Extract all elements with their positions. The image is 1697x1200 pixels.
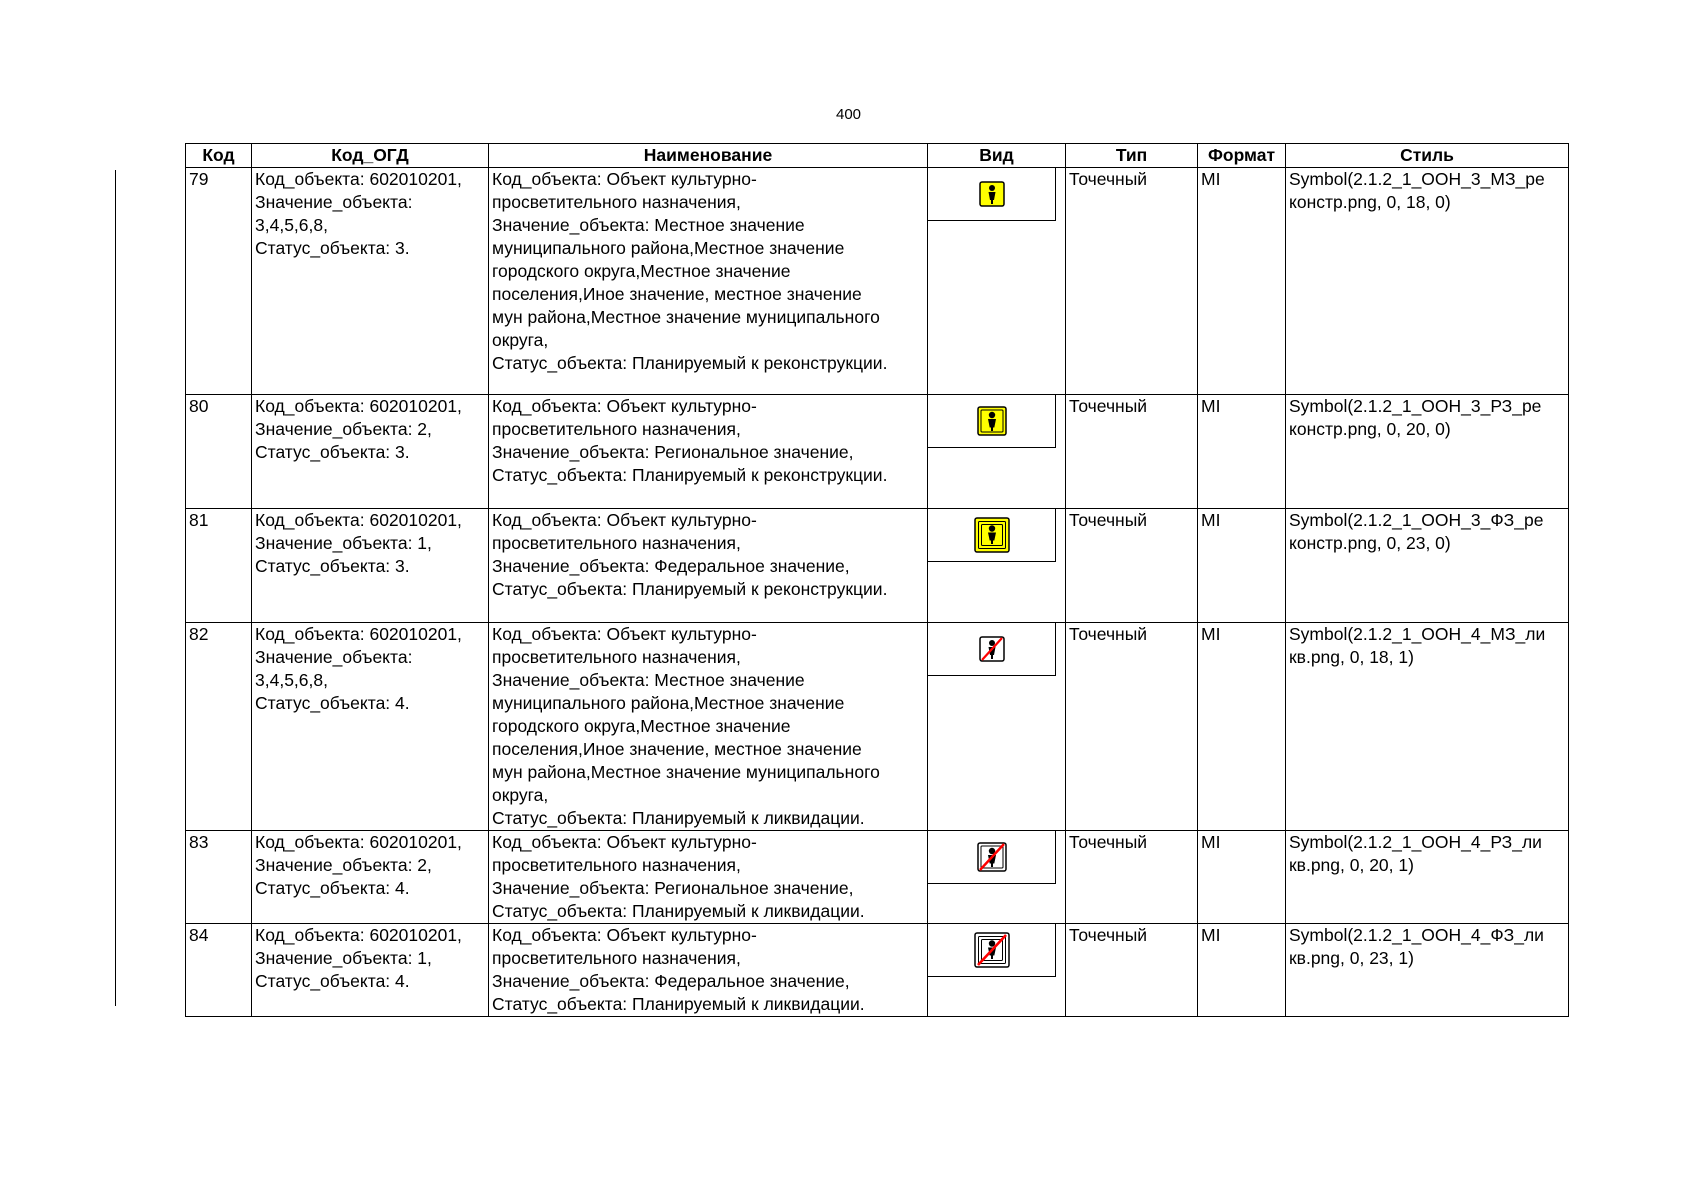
culture-liquidation-federal-icon <box>974 932 1010 968</box>
cell-code-ogd: Код_объекта: 602010201, Значение_объекта: 2, Статус_объекта: 3. <box>252 395 489 509</box>
margin-line <box>115 170 116 1006</box>
cell-style: Symbol(2.1.2_1_ООН_3_ФЗ_ре констр.png, 0, 23, 0) <box>1286 509 1569 623</box>
cell-style: Symbol(2.1.2_1_ООН_3_МЗ_ре констр.png, 0, 18, 0) <box>1286 168 1569 395</box>
table-row <box>186 623 1569 831</box>
symbol-box <box>928 168 1056 222</box>
cell-style: Symbol(2.1.2_1_ООН_3_РЗ_ре констр.png, 0, 20, 0) <box>1286 395 1569 509</box>
cell-format: MI <box>1198 509 1286 623</box>
header-code-ogd: Код_ОГД <box>252 144 489 168</box>
cell-code: 81 <box>186 509 252 623</box>
cell-name: Код_объекта: Объект культурно- просветительного назначения, Значение_объекта: Местное значение муниципального района,Местное значение городского округа,Местное значение поселения,Иное значение, местное значение мун района,Местное значение муниципального округа, Статус_объекта: Планируемый к ликвидации. <box>489 623 928 831</box>
cell-code: 84 <box>186 924 252 1017</box>
culture-reconstruction-federal-icon <box>974 517 1010 553</box>
cell-type: Точечный <box>1066 395 1198 509</box>
page-number: 400 <box>835 106 862 123</box>
symbol-register-table <box>185 143 1569 1017</box>
cell-code-ogd: Код_объекта: 602010201, Значение_объекта: 1, Статус_объекта: 4. <box>252 924 489 1017</box>
table-row <box>186 831 1569 924</box>
cell-view <box>928 395 1066 509</box>
cell-style: Symbol(2.1.2_1_ООН_4_ФЗ_ли кв.png, 0, 23, 1) <box>1286 924 1569 1017</box>
header-row <box>186 144 1569 168</box>
cell-name: Код_объекта: Объект культурно- просветительного назначения, Значение_объекта: Федеральное значение, Статус_объекта: Планируемый к ликвидации. <box>489 924 928 1017</box>
cell-view <box>928 168 1066 395</box>
header-style: Стиль <box>1286 144 1569 168</box>
culture-reconstruction-local-icon <box>979 181 1005 207</box>
table-row <box>186 509 1569 623</box>
cell-view <box>928 831 1066 924</box>
cell-type: Точечный <box>1066 509 1198 623</box>
cell-code: 83 <box>186 831 252 924</box>
cell-name: Код_объекта: Объект культурно- просветительного назначения, Значение_объекта: Региональное значение, Статус_объекта: Планируемый к ликвидации. <box>489 831 928 924</box>
symbol-box <box>928 623 1056 677</box>
symbol-box <box>928 831 1056 885</box>
culture-reconstruction-regional-icon <box>977 406 1007 436</box>
cell-style: Symbol(2.1.2_1_ООН_4_МЗ_ли кв.png, 0, 18, 1) <box>1286 623 1569 831</box>
culture-liquidation-local-icon <box>979 636 1005 662</box>
cell-view <box>928 924 1066 1017</box>
symbol-box <box>928 924 1056 978</box>
culture-liquidation-regional-icon <box>977 842 1007 872</box>
cell-style: Symbol(2.1.2_1_ООН_4_РЗ_ли кв.png, 0, 20, 1) <box>1286 831 1569 924</box>
cell-view <box>928 623 1066 831</box>
header-format: Формат <box>1198 144 1286 168</box>
cell-name: Код_объекта: Объект культурно- просветительного назначения, Значение_объекта: Региональное значение, Статус_объекта: Планируемый к реконструкции. <box>489 395 928 509</box>
header-name: Наименование <box>489 144 928 168</box>
header-code: Код <box>186 144 252 168</box>
symbol-box <box>928 395 1056 449</box>
cell-type: Точечный <box>1066 623 1198 831</box>
cell-code-ogd: Код_объекта: 602010201, Значение_объекта: 3,4,5,6,8, Статус_объекта: 4. <box>252 623 489 831</box>
cell-code-ogd: Код_объекта: 602010201, Значение_объекта: 1, Статус_объекта: 3. <box>252 509 489 623</box>
cell-name: Код_объекта: Объект культурно- просветительного назначения, Значение_объекта: Федеральное значение, Статус_объекта: Планируемый к реконструкции. <box>489 509 928 623</box>
cell-type: Точечный <box>1066 924 1198 1017</box>
header-view: Вид <box>928 144 1066 168</box>
cell-format: MI <box>1198 623 1286 831</box>
cell-format: MI <box>1198 395 1286 509</box>
table-row <box>186 168 1569 395</box>
cell-type: Точечный <box>1066 831 1198 924</box>
cell-code: 82 <box>186 623 252 831</box>
cell-type: Точечный <box>1066 168 1198 395</box>
cell-code: 80 <box>186 395 252 509</box>
cell-format: MI <box>1198 831 1286 924</box>
cell-view <box>928 509 1066 623</box>
table-row <box>186 395 1569 509</box>
cell-code: 79 <box>186 168 252 395</box>
cell-format: MI <box>1198 168 1286 395</box>
symbol-box <box>928 509 1056 563</box>
cell-code-ogd: Код_объекта: 602010201, Значение_объекта: 2, Статус_объекта: 4. <box>252 831 489 924</box>
header-type: Тип <box>1066 144 1198 168</box>
cell-format: MI <box>1198 924 1286 1017</box>
table-row <box>186 924 1569 1017</box>
cell-code-ogd: Код_объекта: 602010201, Значение_объекта: 3,4,5,6,8, Статус_объекта: 3. <box>252 168 489 395</box>
cell-name: Код_объекта: Объект культурно- просветительного назначения, Значение_объекта: Местное значение муниципального района,Местное значение городского округа,Местное значение поселения,Иное значение, местное значение мун района,Местное значение муниципального округа, Статус_объекта: Планируемый к реконструкции. <box>489 168 928 395</box>
